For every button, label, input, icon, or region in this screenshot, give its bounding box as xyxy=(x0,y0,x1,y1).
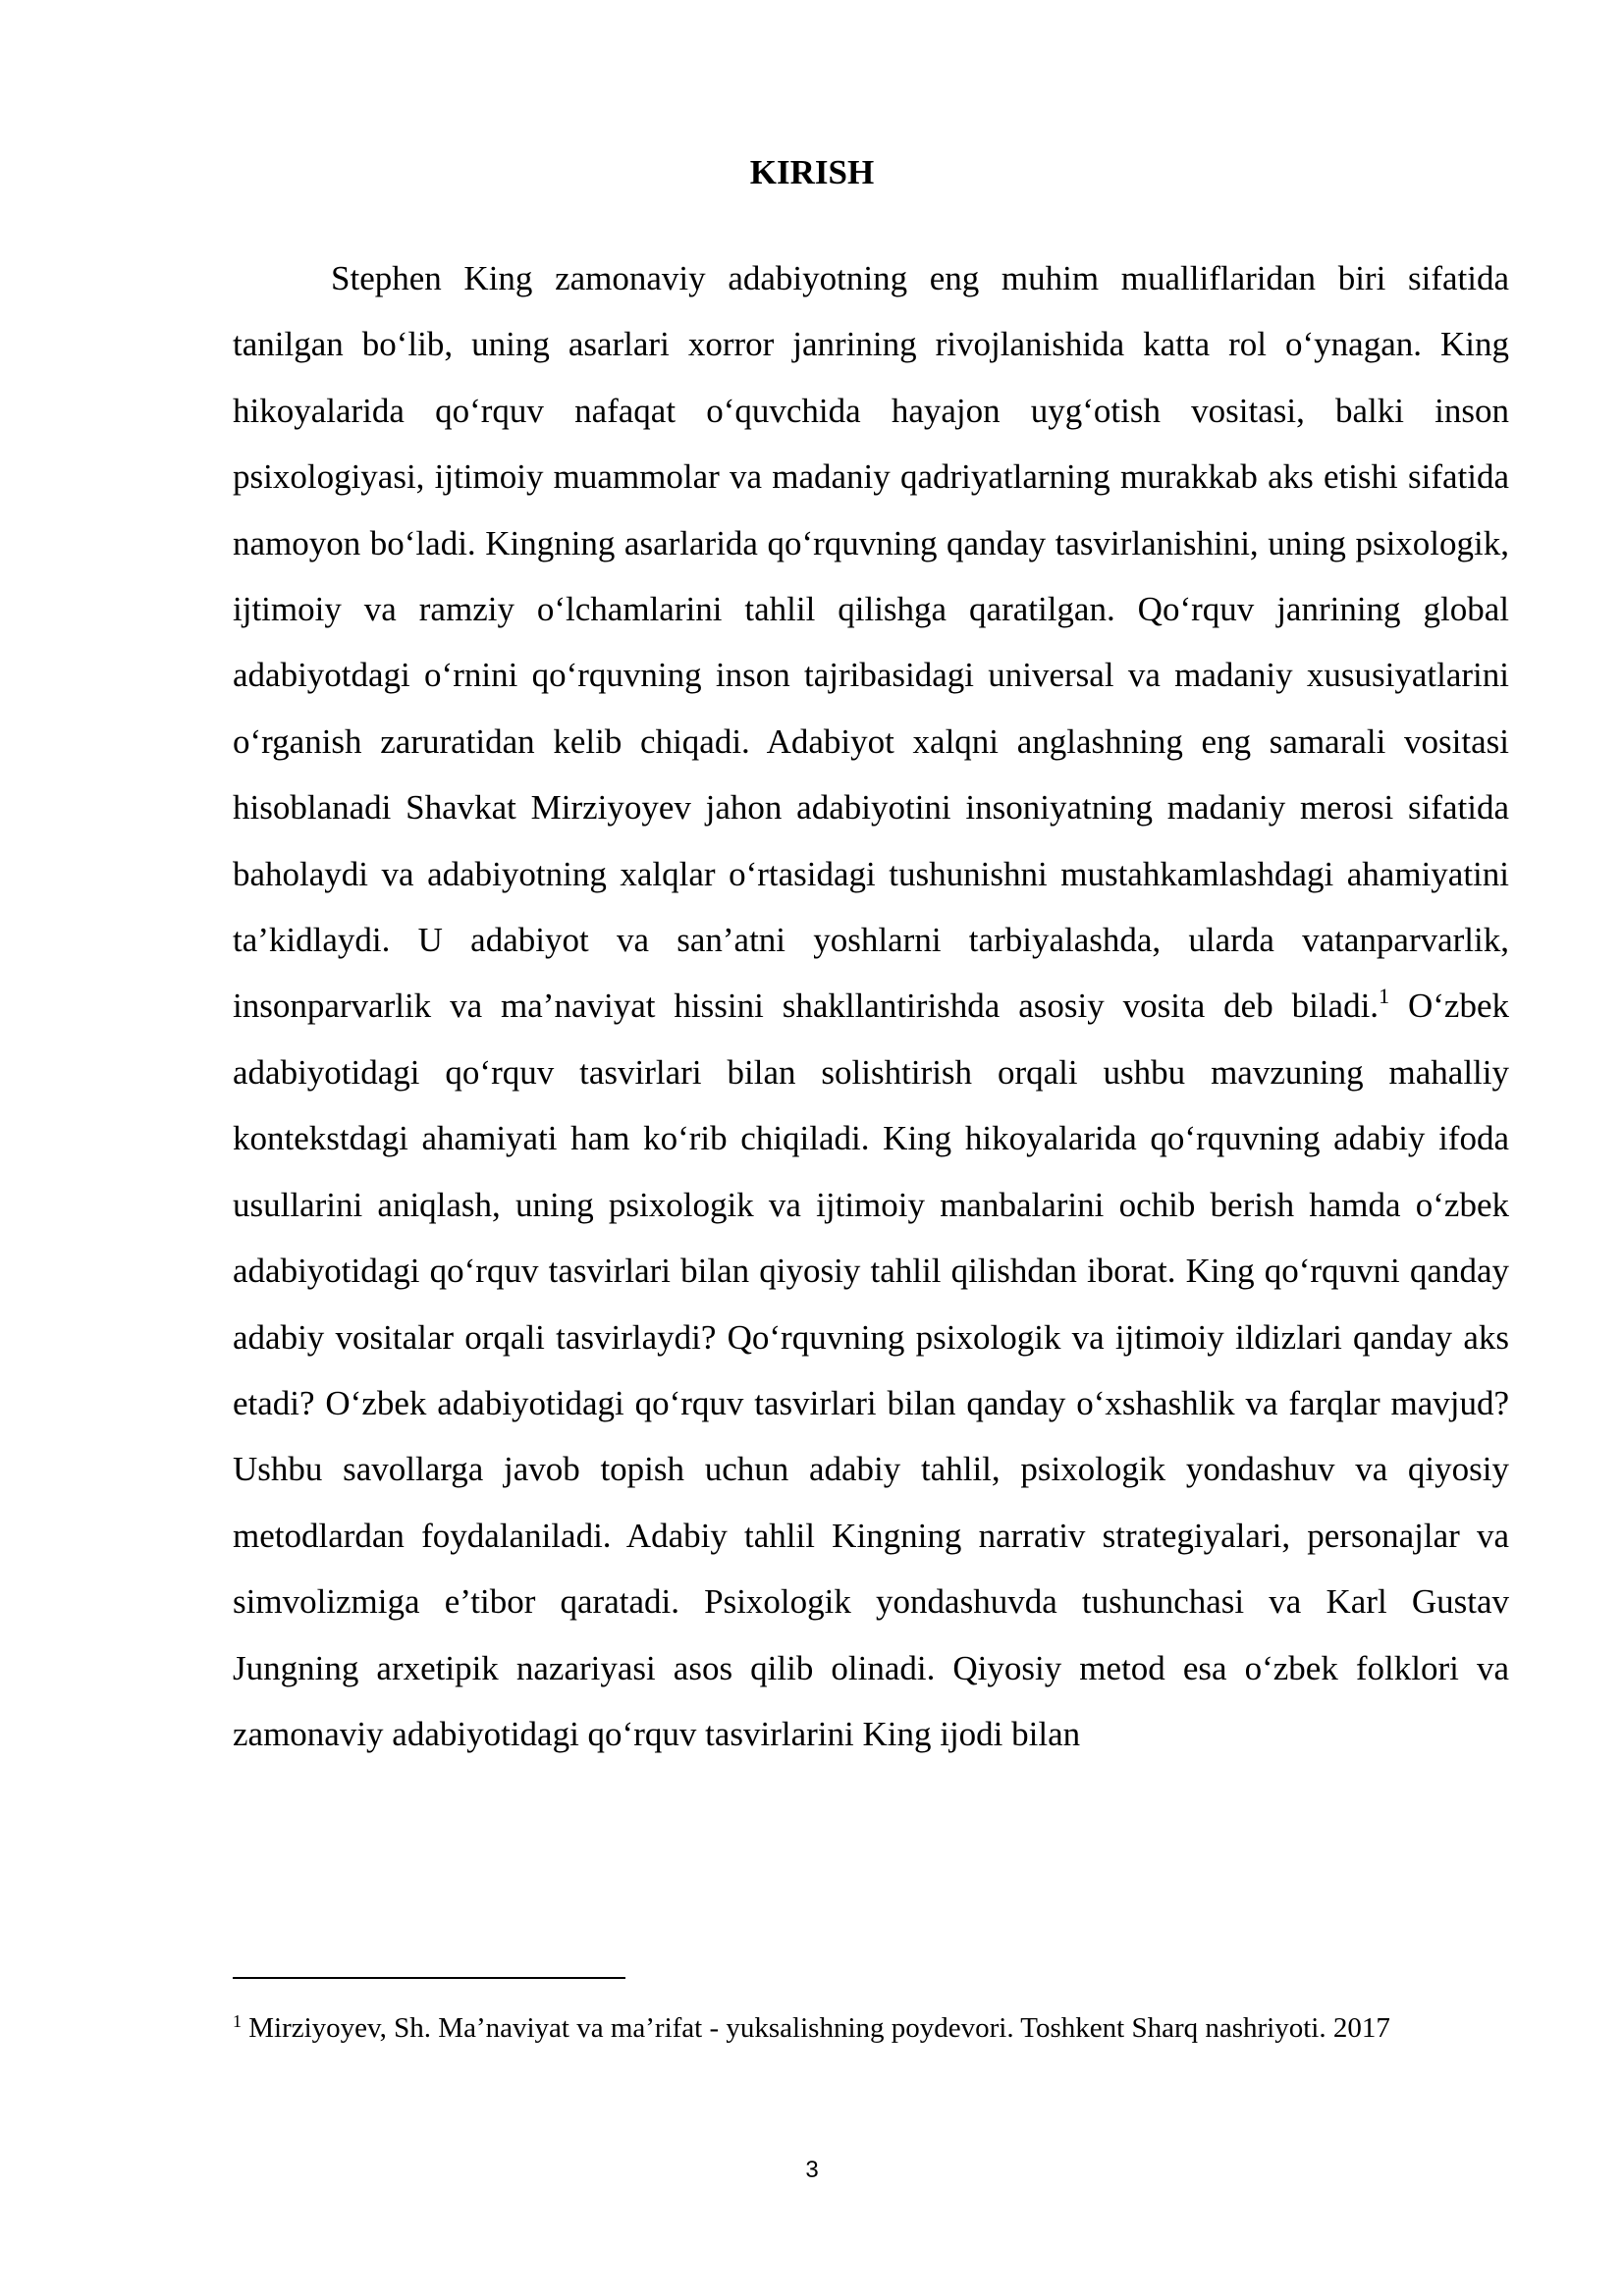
paragraph-text-part1: Stephen King zamonaviy adabiyotning eng muhim mualliflaridan biri sifatida tanilgan bo‘lib, uning asarlari xorror janrining rivojlanishida katta rol o‘ynagan. King hikoyalarida qo‘rquv nafaqat o‘quvchida hayajon uyg‘otish vositasi, balki inson psixologiyasi, ijtimoiy muammolar va madaniy qadriyatlarning murakkab aks etishi sifatida namoyon bo‘ladi. Kingning asarlarida qo‘rquvning qanday tasvirlanishini, uning psixologik, ijtimoiy va ramziy o‘lchamlarini tahlil qilishga qaratilgan. Qo‘rquv janrining global adabiyotdagi o‘rnini qo‘rquvning inson tajribasidagi universal va madaniy xususiyatlarini o‘rganish zaruratidan kelib chiqadi. Adabiyot xalqni anglashning eng samarali vositasi hisoblanadi Shavkat Mirziyoyev jahon adabiyotini insoniyatning madaniy merosi sifatida baholaydi va adabiyotning xalqlar o‘rtasidagi tushunishni mustahkamlashdagi ahamiyatini ta’kidlaydi. U adabiyot va san’atni yoshlarni tarbiyalashda, ularda vatanparvarlik, insonparvarlik va ma’naviyat hissini shakllantirishda asosiy vosita deb biladi. xyxy=(233,259,1509,1026)
paragraph-text-part2: O‘zbek adabiyotidagi qo‘rquv tasvirlari bilan solishtirish orqali ushbu mavzuning mahalliy kontekstdagi ahamiyati ham ko‘rib chiqiladi. King hikoyalarida qo‘rquvning adabiy ifoda usullarini aniqlash, uning psixologik va ijtimoiy manbalarini ochib berish hamda o‘zbek adabiyotidagi qo‘rquv tasvirlari bilan qiyosiy tahlil qilishdan iborat. King qo‘rquvni qanday adabiy vositalar orqali tasvirlaydi? Qo‘rquvning psixologik va ijtimoiy ildizlari qanday aks etadi? O‘zbek adabiyotidagi qo‘rquv tasvirlari bilan qanday o‘xshashlik va farqlar mavjud? Ushbu savollarga javob topish uchun adabiy tahlil, psixologik yondashuv va qiyosiy metodlardan foydalaniladi. Adabiy tahlil Kingning narrativ strategiyalari, personajlar va simvolizmiga e’tibor qaratadi. Psixologik yondashuvda tushunchasi va Karl Gustav Jungning arxetipik nazariyasi asos qilib olinadi. Qiyosiy metod esa o‘zbek folklori va zamonaviy adabiyotidagi qo‘rquv tasvirlarini King ijodi bilan xyxy=(233,987,1509,1753)
footnote-separator xyxy=(233,1977,625,1979)
body-paragraph xyxy=(233,245,1509,1767)
footnote-reference[interactable]: 1 xyxy=(1379,984,1390,1009)
footnote-text: Mirziyoyev, Sh. Ma’naviyat va ma’rifat - yuksalishning poydevori. Toshkent Sharq nashriyoti. 2017 xyxy=(248,2012,1390,2044)
section-heading: KIRISH xyxy=(749,153,875,191)
page-number: 3 xyxy=(805,2157,819,2183)
footnote xyxy=(233,2006,1509,2050)
footnote-number: 1 xyxy=(233,2011,242,2031)
